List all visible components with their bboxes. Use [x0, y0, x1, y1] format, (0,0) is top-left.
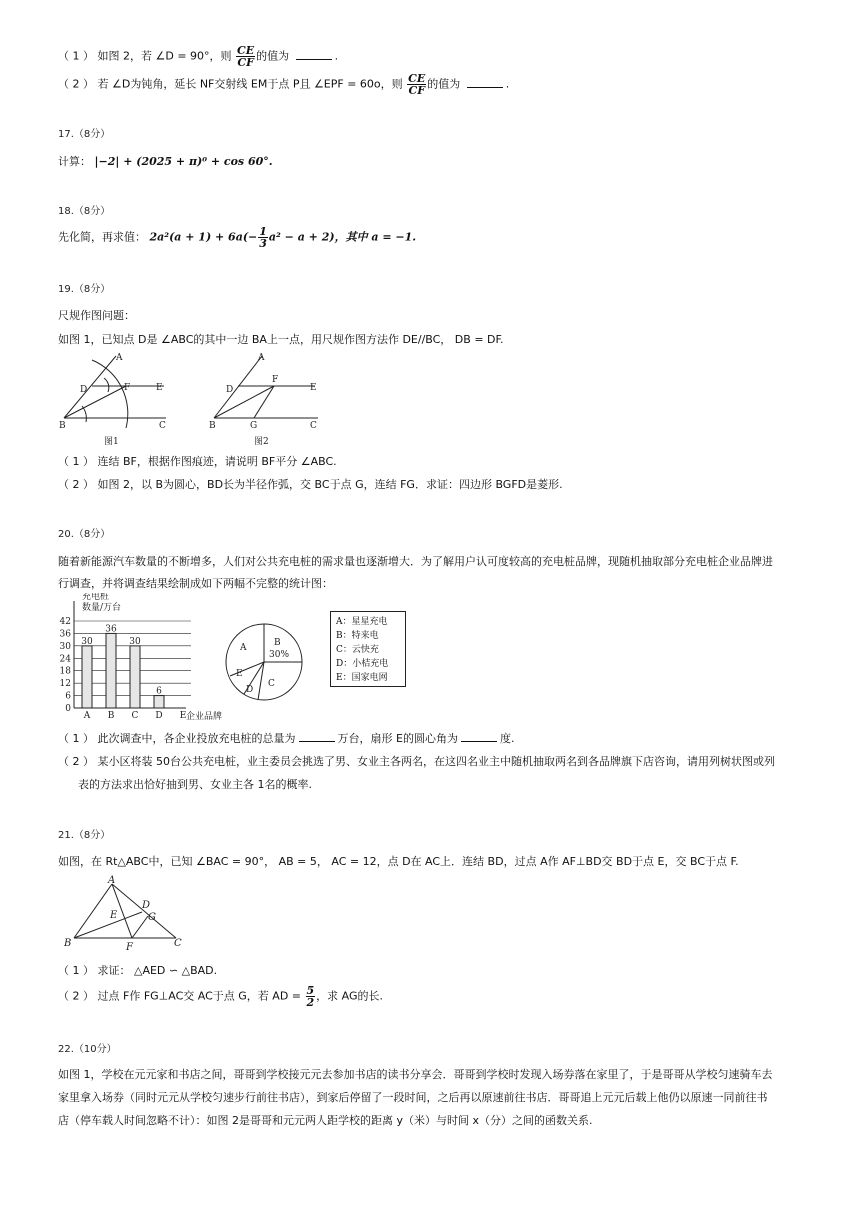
pie-label-b-pct: 30% [269, 650, 290, 660]
q19-statement: 如图 1，已知点 D是 ∠ABC的其中一边 BA上一点，用尺规作图方法作 DE//BC， DB = DF. [58, 333, 504, 346]
y-axis-label-1: 充电桩 [82, 593, 110, 602]
q19-intro: 尺规作图问题： [58, 309, 135, 322]
answer-blank [461, 732, 497, 742]
fig2-label-f: F [272, 375, 279, 385]
data-label-a: 30 [81, 636, 93, 647]
fig1-label-b: B [59, 421, 66, 431]
pie-chart [222, 620, 322, 705]
fig-label-f: F [126, 942, 133, 953]
q20-part2: （ 2 ） 某小区将装 50台公共充电桩，业主委员会挑选了男、女业主各两名，在这四名业主中随机抽取两名到各品牌旗下店咨询，请用列树状图或列 [58, 755, 775, 768]
q20-text-line2: 行调查，并将调查结果绘制成如下两幅不完整的统计图： [58, 577, 333, 590]
y-tick-label: 0 [65, 704, 71, 714]
legend-item: A：星星充电 [336, 617, 388, 627]
y-tick-label: 24 [59, 654, 71, 665]
q22-text-line1: 如图 1，学校在元元家和书店之间，哥哥到学校接元元去参加书店的读书分享会．哥哥到学校时发现入场券落在家里了，于是哥哥从学校匀速骑车去 [58, 1068, 773, 1081]
q22-text-line3: 店（停车载人时间忽略不计）：如图 2是哥哥和元元两人距学校的距离 y（米）与时间 x（分）之间的函数关系. [58, 1114, 593, 1127]
fig-label-g: G [148, 912, 156, 923]
q21-heading: 21.（8分） [58, 830, 111, 841]
q19-figures [56, 348, 346, 450]
q22-heading: 22.（10分） [58, 1044, 117, 1055]
fig1-label-d: D [80, 385, 88, 395]
pie-label-e: E [236, 669, 243, 679]
pie-label-a: A [240, 643, 247, 653]
q16-part2: （ 2 ） 若 ∠D为钝角，延长 NF交射线 EM于点 P且 ∠EPF = 60o，则 $\frac{CE}{CF}$ 的值为 . [58, 72, 510, 97]
fig-label-c: C [174, 938, 182, 949]
bar-c [130, 646, 140, 708]
q19-heading: 19.（8分） [58, 284, 111, 295]
fig1-label-a: A [116, 353, 123, 363]
legend-item: C：云快充 [336, 645, 379, 655]
y-tick-label: 42 [59, 617, 71, 627]
q21-part2: （ 2 ） 过点 F作 FG⊥AC交 AC于点 G，若 AD = $\frac{5}{2}$ ，求 AG的长. [58, 984, 384, 1009]
q20-part2-cont: 表的方法求出恰好抽到男、女业主各 1名的概率. [78, 778, 312, 791]
q18-body: 先化简，再求值： 2a²(a + 1) + 6a(− $\frac{1}{3}$ a² − a + 2)，其中 a = −1. [58, 225, 417, 250]
q21-figure [62, 874, 192, 956]
fraction: $\frac{1}{3}$ [259, 225, 267, 250]
bar-chart-yticks [60, 617, 72, 714]
q20-part1: （ 1 ） 此次调查中，各企业投放充电桩的总量为 万台，扇形 E的圆心角为 度. [58, 732, 515, 745]
fig2-label-a: A [258, 353, 265, 363]
y-tick-label: 6 [65, 691, 71, 702]
pie-label-b: B [274, 638, 281, 648]
q20-heading: 20.（8分） [58, 529, 111, 540]
bar-b [106, 633, 116, 708]
fig1-label-e: E [156, 383, 163, 393]
y-axis-label-2: 数量/万台 [82, 603, 122, 613]
fig-label-a: A [108, 875, 116, 886]
data-label-b: 36 [105, 624, 117, 635]
x-axis-label: 企业品牌 [186, 712, 223, 722]
y-tick-label: 36 [59, 629, 71, 640]
fraction: $\frac{CE}{CF}$ [237, 44, 255, 69]
data-label-c: 30 [129, 636, 141, 647]
legend-item: D：小桔充电 [336, 659, 389, 669]
q19-part2: （ 2 ） 如图 2，以 B为圆心，BD长为半径作弧，交 BC于点 G，连结 FG．求证：四边形 BGFD是菱形. [58, 478, 563, 491]
legend-item: E：国家电网 [336, 673, 388, 683]
category-label-e: E [179, 711, 187, 721]
category-label-c: C [131, 711, 139, 721]
pie-label-c: C [268, 679, 275, 689]
pie-label-d: D [246, 685, 254, 695]
fig2-label-b: B [209, 421, 216, 431]
fig-label-d: D [142, 900, 151, 911]
q21-statement: 如图，在 Rt△ABC中，已知 ∠BAC = 90°， AB = 5， AC = 12，点 D在 AC上．连结 BD，过点 A作 AF⊥BD交 BD于点 E，交 BC于点 F. [58, 855, 739, 868]
fraction: $\frac{5}{2}$ [306, 984, 315, 1009]
fig2-label-g: G [250, 421, 258, 431]
q17-heading: 17.（8分） [58, 129, 111, 140]
y-tick-label: 18 [59, 666, 71, 677]
fig1-caption: 图1 [104, 437, 119, 447]
fig1-label-c: C [159, 421, 166, 431]
q18-heading: 18.（8分） [58, 206, 111, 217]
fig1-label-f: F [124, 383, 131, 393]
bar-chart-categories [83, 711, 187, 721]
answer-blank [296, 50, 332, 60]
bar-a [82, 646, 92, 708]
fig-label-e: E [110, 910, 118, 921]
q16-part1: （ 1 ） 如图 2，若 ∠D = 90°，则 $\frac{CE}{CF}$ 的值为 . [58, 44, 339, 69]
answer-blank [299, 732, 335, 742]
q21-part1: （ 1 ） 求证： △AED ∽ △BAD. [58, 964, 218, 977]
fig-label-b: B [64, 938, 72, 949]
y-tick-label: 12 [59, 679, 71, 690]
category-label-a: A [83, 711, 91, 721]
answer-blank [467, 78, 503, 88]
legend-item: B：特来电 [336, 631, 379, 641]
fig2-caption: 图2 [254, 437, 269, 447]
bar-d [154, 696, 164, 708]
chart-legend [330, 611, 406, 687]
category-label-d: D [155, 711, 163, 721]
category-label-b: B [107, 711, 115, 721]
data-label-d: 6 [156, 686, 162, 697]
q22-text-line2: 家里拿入场券（同时元元从学校匀速步行前往书店），到家后停留了一段时间，之后再以原速前往书店．哥哥追上元元后载上他仍以原速一同前往书 [58, 1091, 768, 1104]
fraction: $\frac{CE}{CF}$ [408, 72, 426, 97]
fig2-label-e: E [310, 383, 317, 393]
q20-text-line1: 随着新能源汽车数量的不断增多，人们对公共充电桩的需求量也逐渐增大．为了解用户认可度较高的充电桩品牌，现随机抽取部分充电桩企业品牌进 [58, 555, 773, 568]
fig2-label-d: D [226, 385, 234, 395]
y-tick-label: 30 [59, 641, 71, 652]
q17-body: 计算： |−2| + (2025 + π)⁰ + cos 60°. [58, 155, 273, 168]
fig2-label-c: C [310, 421, 317, 431]
q19-part1: （ 1 ） 连结 BF，根据作图痕迹，请说明 BF平分 ∠ABC. [58, 455, 337, 468]
